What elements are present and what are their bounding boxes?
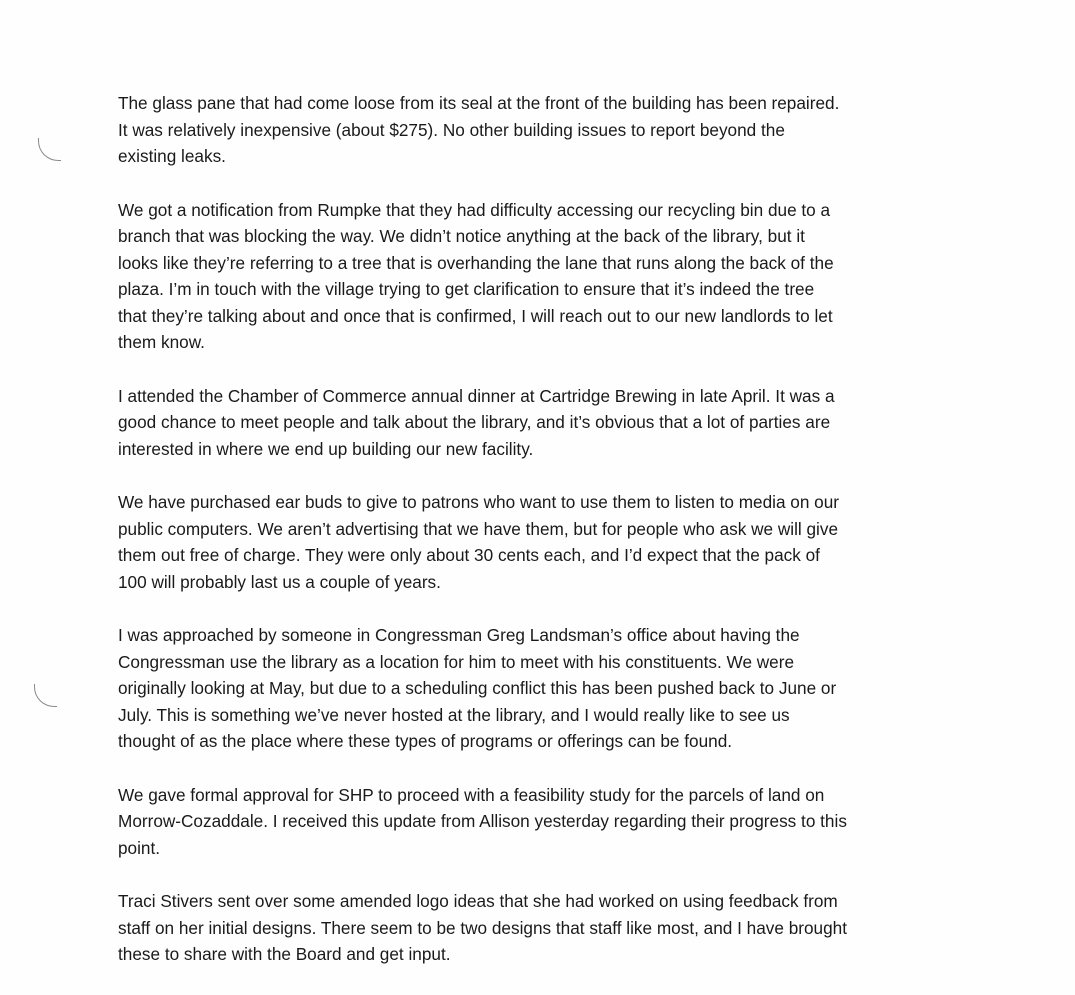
text-line: Traci Stivers sent over some amended logo ideas that she had worked on using feedback from [118,891,838,911]
margin-scan-mark-top [38,138,61,161]
text-line: It was relatively inexpensive (about $275). No other building issues to report beyond the [118,119,785,140]
text-line: We have purchased ear buds to give to patrons who want to use them to listen to media on our [118,492,840,512]
document-body [118,90,968,995]
text-line: that they’re talking about and once that is confirmed, I will reach out to our new landlords to let [118,305,833,326]
text-line: branch that was blocking the way. We didn’t notice anything at the back of the library, but it [118,226,805,246]
margin-scan-mark-bottom [34,684,57,707]
paragraph-chamber-dinner [118,383,968,463]
text-line: 100 will probably last us a couple of years. [118,571,441,592]
text-line: interested in where we end up building our new facility. [118,438,534,459]
text-line: them out free of charge. They were only about 30 cents each, and I’d expect that the pack of [118,545,820,565]
text-line: point. [118,837,161,858]
text-line: Morrow-Cozaddale. I received this update from Allison yesterday regarding their progress to this [118,811,847,831]
paragraph-recycling-bin [118,197,968,356]
text-line: We gave formal approval for SHP to proceed with a feasibility study for the parcels of land on [118,784,825,805]
paragraph-logo-ideas [118,888,968,968]
text-line: them know. [118,332,205,352]
text-line: I was approached by someone in Congressman Greg Landsman’s office about having the [118,625,800,645]
text-line: Congressman use the library as a location for him to meet with his constituents. We were [118,651,795,672]
paragraph-congressman-visit [118,622,968,755]
text-line: public computers. We aren’t advertising that we have them, but for people who ask we will give [118,518,839,539]
paragraph-ear-buds [118,489,968,595]
text-line: July. This is something we’ve never hosted at the library, and I would really like to see us [118,704,790,725]
text-line: plaza. I’m in touch with the village trying to get clarification to ensure that it’s indeed the tree [118,279,815,299]
text-line: these to share with the Board and get input. [118,944,451,964]
text-line: I attended the Chamber of Commerce annual dinner at Cartridge Brewing in late April. It was a [118,385,835,406]
text-line: looks like they’re referring to a tree that is overhanding the lane that runs along the back of the [118,252,834,273]
text-line: existing leaks. [118,146,226,166]
text-line: staff on her initial designs. There seem to be two designs that staff like most, and I have brought [118,917,847,938]
paragraph-feasibility-study [118,782,968,862]
paragraph-building-repair [118,90,968,170]
text-line: The glass pane that had come loose from its seal at the front of the building has been repaired. [118,93,840,113]
text-line: thought of as the place where these types of programs or offerings can be found. [118,731,733,751]
text-line: We got a notification from Rumpke that they had difficulty accessing our recycling bin due to a [118,199,831,220]
text-line: originally looking at May, but due to a scheduling conflict this has been pushed back to June or [118,678,837,698]
text-line: good chance to meet people and talk about the library, and it’s obvious that a lot of parties are [118,412,831,432]
